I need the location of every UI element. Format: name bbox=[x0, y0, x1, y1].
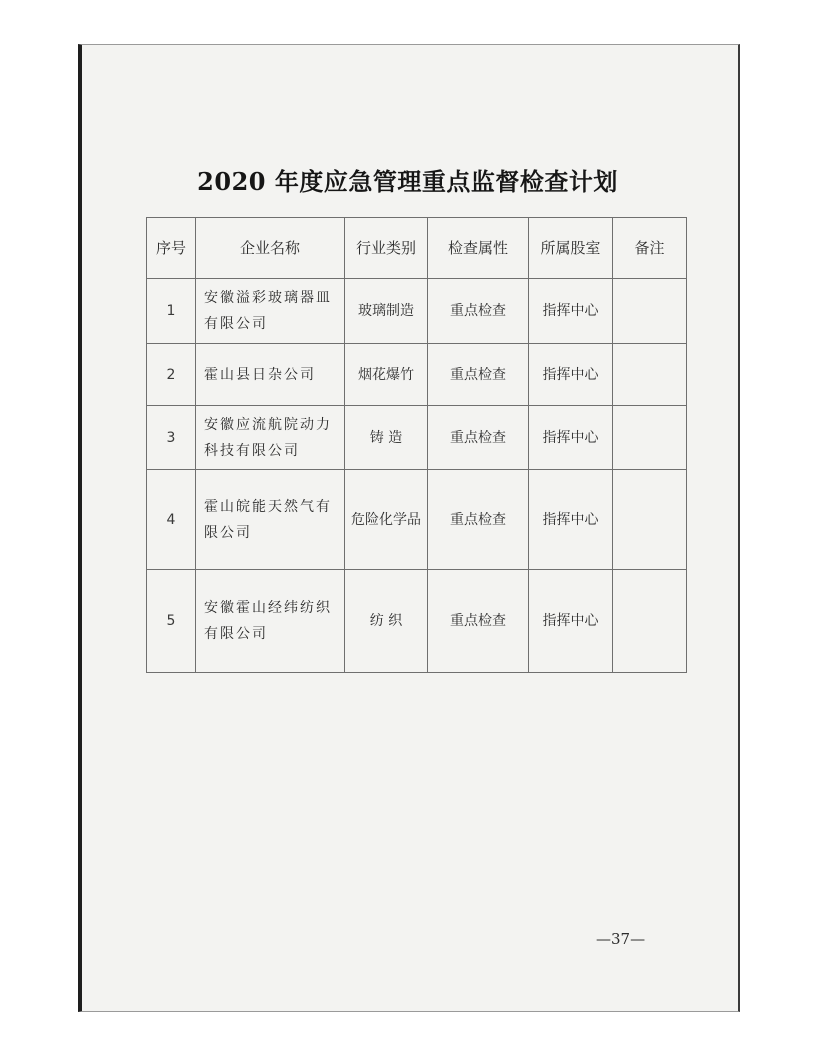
row-inspection-attribute: 重点检查 bbox=[428, 570, 529, 673]
row-office: 指挥中心 bbox=[529, 570, 613, 673]
header-industry: 行业类别 bbox=[345, 218, 428, 279]
row-company-name: 霍山皖能天然气有限公司 bbox=[196, 470, 345, 570]
inspection-plan-table bbox=[146, 217, 687, 673]
row-industry: 危险化学品 bbox=[345, 470, 428, 570]
table-row bbox=[147, 406, 687, 470]
row-seq: 4 bbox=[147, 470, 196, 570]
table-row bbox=[147, 344, 687, 406]
row-industry: 纺 织 bbox=[345, 570, 428, 673]
row-inspection-attribute: 重点检查 bbox=[428, 470, 529, 570]
row-office: 指挥中心 bbox=[529, 344, 613, 406]
row-company-name: 安徽溢彩玻璃器皿有限公司 bbox=[196, 279, 345, 344]
row-inspection-attribute: 重点检查 bbox=[428, 406, 529, 470]
row-remark bbox=[613, 406, 687, 470]
row-remark bbox=[613, 470, 687, 570]
row-remark bbox=[613, 570, 687, 673]
row-office: 指挥中心 bbox=[529, 279, 613, 344]
row-seq: 1 bbox=[147, 279, 196, 344]
header-company-name: 企业名称 bbox=[196, 218, 345, 279]
document-title: 2020 年度应急管理重点监督检查计划 bbox=[197, 167, 618, 196]
row-industry: 烟花爆竹 bbox=[345, 344, 428, 406]
row-remark bbox=[613, 279, 687, 344]
page-number: —37— bbox=[596, 930, 646, 948]
row-company-name: 安徽应流航院动力科技有限公司 bbox=[196, 406, 345, 470]
header-seq: 序号 bbox=[147, 218, 196, 279]
row-office: 指挥中心 bbox=[529, 406, 613, 470]
row-inspection-attribute: 重点检查 bbox=[428, 279, 529, 344]
table-row bbox=[147, 279, 687, 344]
row-company-name: 安徽霍山经纬纺织有限公司 bbox=[196, 570, 345, 673]
header-remark: 备注 bbox=[613, 218, 687, 279]
row-seq: 3 bbox=[147, 406, 196, 470]
row-inspection-attribute: 重点检查 bbox=[428, 344, 529, 406]
table-header-row bbox=[147, 218, 687, 279]
row-remark bbox=[613, 344, 687, 406]
table-row bbox=[147, 570, 687, 673]
row-seq: 5 bbox=[147, 570, 196, 673]
header-office: 所属股室 bbox=[529, 218, 613, 279]
row-industry: 玻璃制造 bbox=[345, 279, 428, 344]
row-company-name: 霍山县日杂公司 bbox=[196, 344, 345, 406]
row-office: 指挥中心 bbox=[529, 470, 613, 570]
row-seq: 2 bbox=[147, 344, 196, 406]
header-inspection-attribute: 检查属性 bbox=[428, 218, 529, 279]
row-industry: 铸 造 bbox=[345, 406, 428, 470]
table-row bbox=[147, 470, 687, 570]
